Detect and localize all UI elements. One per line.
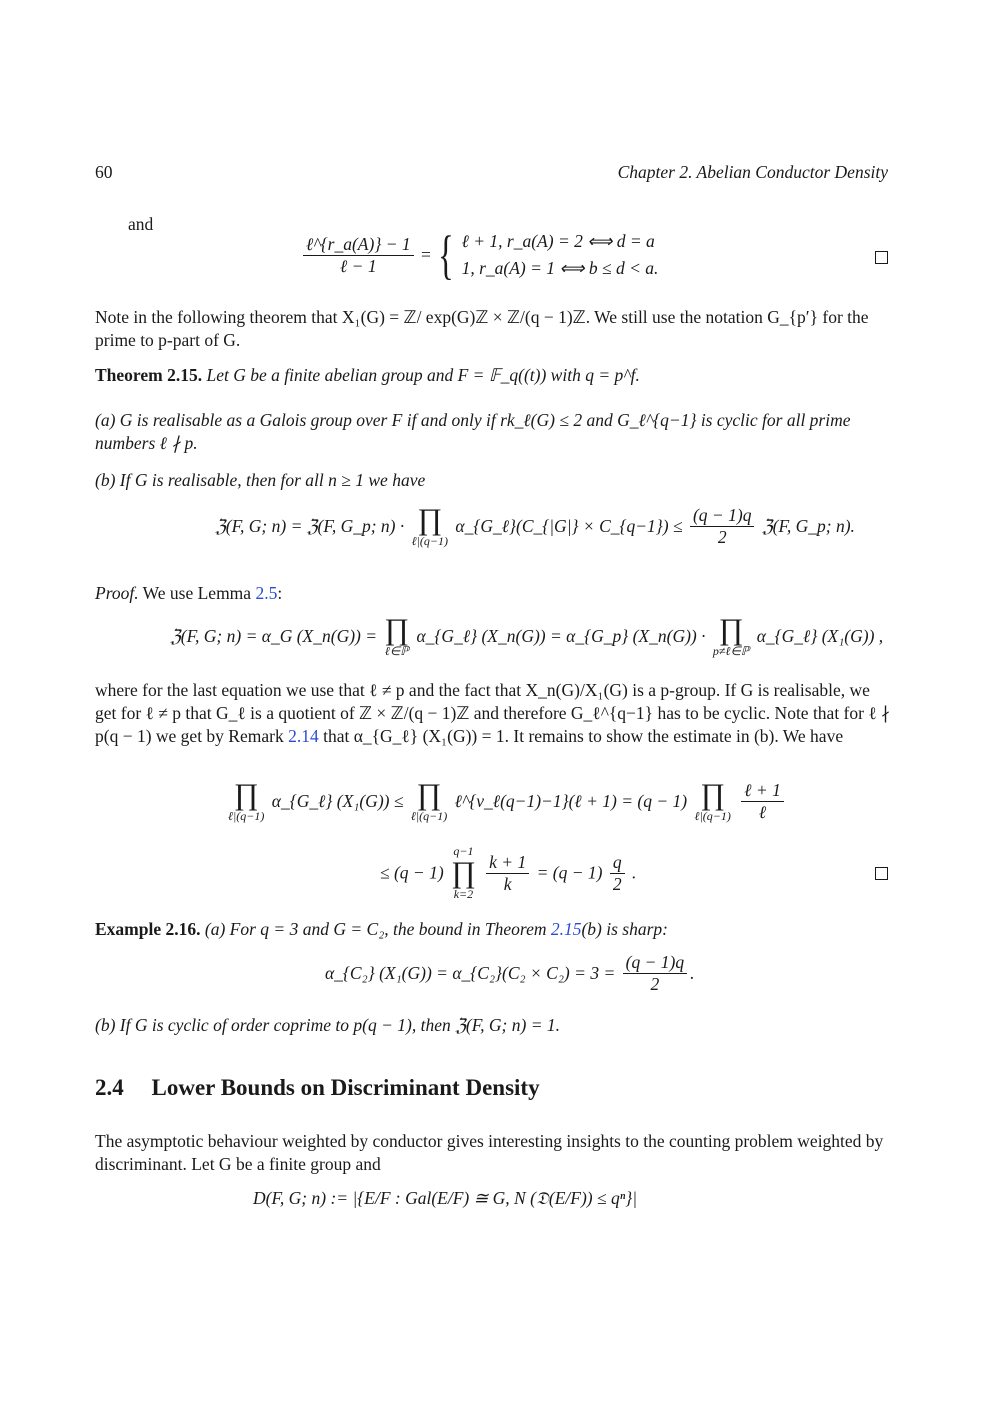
fraction: $\frac{(q - 1)q}{2}$ bbox=[623, 952, 687, 995]
page-number: 60 bbox=[95, 162, 113, 182]
example-part-b: (b) If G is cyclic of order coprime to p(q − 1), then ℨ(F, G; n) = 1. bbox=[95, 1015, 560, 1035]
brace: { bbox=[438, 225, 455, 285]
theorem-part-b: (b) If G is realisable, then for all n ≥ 1 we have bbox=[95, 470, 426, 490]
fraction: $\frac{k + 1}{k}$ bbox=[486, 852, 529, 895]
example-part-a: Example 2.16. (a) For q = 3 and G = C₂, the bound in Theorem 2.15(b) is sharp: bbox=[95, 919, 669, 939]
theorem-part-a: (a) G is realisable as a Galois group over F if and only if rk_ℓ(G) ≤ 2 and G_ℓ^{q−1} is cyclic for all prime numbers ℓ ∤ p. bbox=[95, 410, 851, 453]
cases: ℓ + 1, r_a(A) = 2 ⟺ d = a 1, r_a(A) = 1 ⟺ b ≤ d < a. bbox=[461, 231, 659, 278]
section-heading: 2.4 Lower Bounds on Discriminant Density bbox=[95, 1075, 540, 1100]
product-operator: ∏ ℓ|(q−1) bbox=[694, 778, 731, 823]
product-operator: ∏ ℓ|(q−1) bbox=[410, 778, 448, 823]
note-paragraph: Note in the following theorem that X₁(G) = ℤ/ exp(G)ℤ × ℤ/(q − 1)ℤ. We still use the notation G_{p′} for the prime to p-part of G. bbox=[95, 307, 869, 350]
product-operator: q−1 ∏ k=2 bbox=[451, 844, 476, 901]
remark-link[interactable]: 2.14 bbox=[288, 726, 319, 746]
equation-proof-2: ∏ ℓ|(q−1) α_{G_ℓ} (X₁(G)) ≤ ∏ ℓ|(q−1) ℓ^{ν_ℓ(q−1)−1}(ℓ + 1) = (q − 1) ∏ ℓ|(q−1) $\frac{\text{ℓ + 1}}{\text{ℓ}}$ bbox=[225, 780, 787, 823]
lemma-link[interactable]: 2.5 bbox=[255, 583, 278, 603]
equation-example: α_{C₂} (X₁(G)) = α_{C₂}(C₂ × C₂) = 3 = $\frac{(q - 1)q}{2}$ . bbox=[325, 952, 695, 994]
fraction: $\frac{\text{ℓ\textasciicircum{}\{r\_a(A)\} − 1}}{\text{ℓ − 1}}$ bbox=[303, 234, 414, 277]
theorem-link[interactable]: 2.15 bbox=[550, 919, 582, 939]
product-operator: ∏ p≠ℓ∈ℙ bbox=[712, 613, 750, 658]
proof-paragraph: where for the last equation we use that ℓ ≠ p and the fact that X_n(G)/X₁(G) is a p-group. If G is realisable, we get for ℓ ≠ p that G_ℓ is a quotient of ℤ × ℤ/(q − 1)ℤ and therefore G_ℓ^{q−1} has to be cyclic. Note that for ℓ ∤ p(q − 1) we get by Remark 2.14 that α_{G_ℓ} (X₁(G)) = 1. It remains to show the estimate in (b). We have bbox=[95, 680, 890, 746]
product-operator: ∏ ℓ|(q−1) bbox=[411, 503, 449, 548]
equation-theorem-b: ℨ(F, G; n) = ℨ(F, G_p; n) · ∏ ℓ|(q−1) α_{G_ℓ}(C_{|G|} × C_{q−1}) ≤ $\frac{(q - 1)q}{2}$ ℨ(F, G_p; n). bbox=[215, 503, 855, 548]
section-paragraph: The asymptotic behaviour weighted by conductor gives interesting insights to the counting problem weighted by discriminant. Let G be a finite group and bbox=[95, 1131, 884, 1174]
equation-proof-3: ≤ (q − 1) q−1 ∏ k=2 $\frac{k + 1}{k}$ = (q − 1) $\frac{q}{2}$ . bbox=[380, 844, 637, 901]
fraction: $\frac{\text{ℓ + 1}}{\text{ℓ}}$ bbox=[741, 780, 784, 823]
product-operator: ∏ ℓ∈ℙ bbox=[384, 613, 410, 658]
fraction: $\frac{(q - 1)q}{2}$ bbox=[690, 505, 754, 548]
running-header: Chapter 2. Abelian Conductor Density bbox=[617, 162, 888, 182]
equation-cases: $\frac{\text{ℓ\textasciicircum{}\{r\_a(A)\} − 1}}{\text{ℓ − 1}}$ = { ℓ + 1, r_a(A) = 2 ⟺ d = a 1, r_a(A) = 1 ⟺ b ≤ d < a. bbox=[300, 228, 658, 282]
qed-symbol bbox=[875, 867, 888, 880]
equation-definition: D(F, G; n) := |{E/F : Gal(E/F) ≅ G, N (𝔇(E/F)) ≤ qⁿ}| bbox=[253, 1188, 638, 1208]
product-operator: ∏ ℓ|(q−1) bbox=[228, 778, 265, 823]
proof-lead: Proof. We use Lemma 2.5: bbox=[95, 583, 283, 603]
equation-lead: and bbox=[128, 214, 154, 234]
theorem-statement: Theorem 2.15. Let G be a finite abelian group and F = 𝔽_q((t)) with q = p^f. bbox=[95, 365, 640, 385]
fraction: $\frac{q}{2}$ bbox=[610, 852, 625, 895]
equation-proof-1: ℨ(F, G; n) = α_G (X_n(G)) = ∏ ℓ∈ℙ α_{G_ℓ} (X_n(G)) = α_{G_p} (X_n(G)) · ∏ p≠ℓ∈ℙ α_{G_ℓ} (X₁(G)) , bbox=[170, 613, 884, 658]
qed-symbol bbox=[875, 251, 888, 264]
